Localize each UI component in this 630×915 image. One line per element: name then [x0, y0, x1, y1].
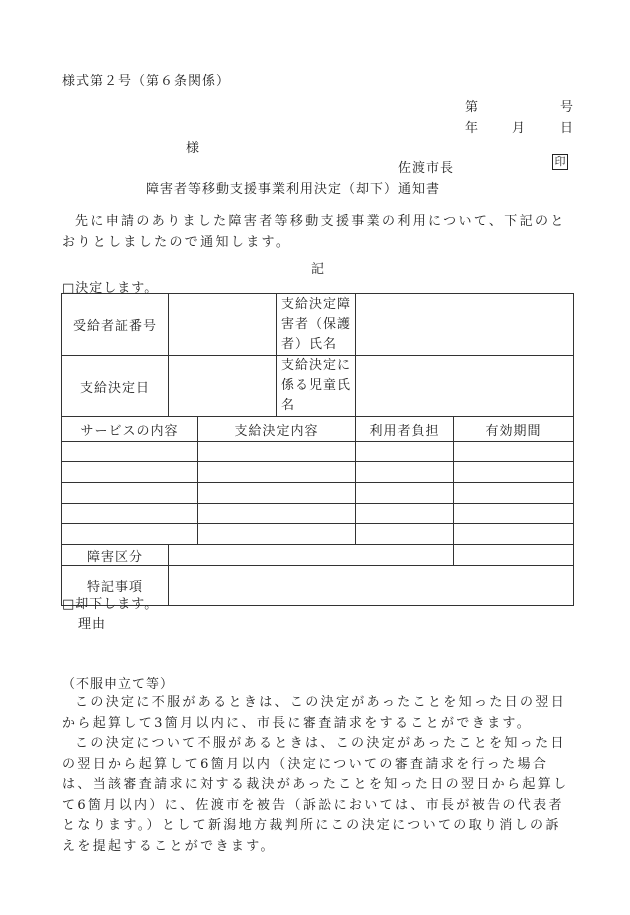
- form-number: 様式第２号（第６条関係）: [62, 74, 231, 89]
- reject-checkbox-label: □却下します。: [62, 597, 159, 612]
- decision-table: [61, 293, 574, 606]
- issuer-mayor: 佐渡市長: [398, 161, 455, 176]
- go-label: 号: [560, 100, 574, 115]
- reason-label: 理由: [78, 617, 107, 632]
- addressee-sama: 様: [186, 141, 200, 156]
- year-label: 年: [465, 121, 479, 136]
- col-content-header: 支給決定内容: [198, 417, 356, 442]
- appeal-paragraph-1: この決定に不服があるときは、この決定があったことを知った日の翌日から起算して3箇月以内に、市長に審査請求をすることができます。: [62, 695, 567, 731]
- month-label: 月: [512, 121, 526, 136]
- table-row: [62, 442, 574, 462]
- special-notes-cell: [169, 566, 574, 606]
- guardian-name-cell: [356, 294, 574, 356]
- table-row: [62, 483, 574, 504]
- recipient-no-cell: [169, 294, 277, 356]
- col-service-header: サービスの内容: [62, 417, 198, 442]
- appeal-heading: （不服申立て等）: [62, 677, 175, 692]
- decision-date-label: 支給決定日: [62, 356, 169, 417]
- recipient-no-label: 受給者証番号: [62, 294, 169, 356]
- disability-class-cell: [169, 545, 454, 566]
- table-row: [62, 462, 574, 483]
- intro-paragraph: 先に申請のありました障害者等移動支援事業の利用について、下記のとおりとしましたので通知します。: [62, 214, 566, 250]
- ki-label: 記: [311, 262, 325, 277]
- special-notes-label: 特記事項: [62, 566, 169, 606]
- disability-class-label: 障害区分: [62, 545, 169, 566]
- disability-class-extra-cell: [454, 545, 574, 566]
- table-row: [62, 417, 574, 442]
- table-row: [62, 356, 574, 417]
- decision-checkbox-label: □決定します。: [62, 281, 159, 296]
- appeal-paragraph-2: この決定について不服があるときは、この決定があったことを知った日の翌日から起算して6箇月以内（決定についての審査請求を行った場合は、当該審査請求に対する裁決があったことを知った日の翌日から起算して6箇月以内）に、佐渡市を被告（訴訟においては、市長が被告の代表者となります。）として新潟地方裁判所にこの決定についての取り消しの訴えを提起することができます。: [62, 736, 569, 854]
- dai-label: 第: [465, 100, 479, 115]
- table-row: [62, 524, 574, 545]
- table-row: [62, 545, 574, 566]
- col-period-header: 有効期間: [454, 417, 574, 442]
- table-row: [62, 294, 574, 356]
- decision-date-cell: [169, 356, 277, 417]
- seal-mark: 印: [552, 154, 568, 170]
- child-name-cell: [356, 356, 574, 417]
- child-name-label: 支給決定に係る児童氏名: [277, 356, 356, 417]
- table-row: [62, 504, 574, 524]
- guardian-name-label: 支給決定障害者（保護者）氏名: [277, 294, 356, 356]
- col-burden-header: 利用者負担: [356, 417, 454, 442]
- document-title: 障害者等移動支援事業利用決定（却下）通知書: [146, 182, 441, 197]
- day-label: 日: [560, 121, 574, 136]
